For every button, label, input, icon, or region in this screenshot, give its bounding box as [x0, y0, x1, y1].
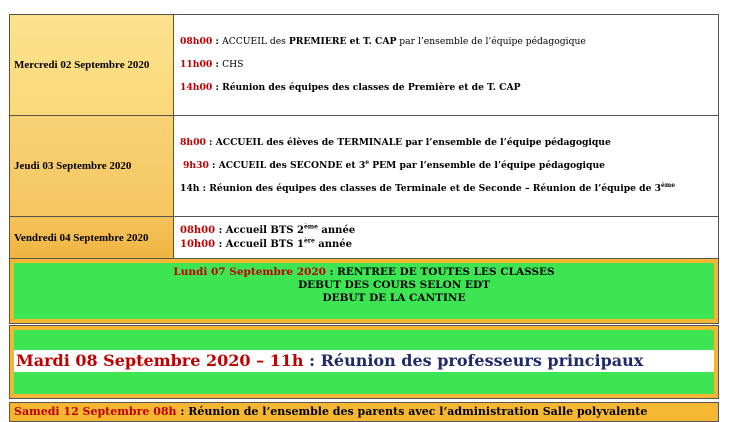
event-text: année [314, 239, 352, 250]
tuesday-text: Réunion des professeurs principaux [320, 351, 644, 370]
monday-sep: : [325, 266, 338, 278]
monday-text: RENTREE DE TOUTES LES CLASSES [337, 266, 555, 278]
events-cell [174, 116, 719, 217]
monday-line: DEBUT DE LA CANTINE [322, 292, 466, 304]
event-sup: ème [661, 181, 676, 189]
day-cell: Vendredi 04 Septembre 2020 [10, 217, 174, 260]
event-sep: : [212, 59, 223, 70]
saturday-date: Samedi 12 Septembre 08h [14, 405, 177, 418]
event-line [180, 183, 712, 195]
event-text-bold: ACCUEIL des élèves de TERMINALE par l’ensemble de l’équipe pédagogique [215, 137, 611, 148]
event-text-bold: ACCUEIL des SECONDE et 3 [218, 160, 366, 171]
event-time: 8h00 [180, 137, 206, 148]
event-sep: : [205, 137, 216, 148]
event-line [180, 160, 712, 172]
tuesday-strip [14, 350, 714, 372]
event-line [180, 225, 712, 237]
tuesday-banner-inner [14, 330, 714, 394]
event-sep: : [199, 183, 210, 194]
schedule-table [9, 14, 719, 260]
event-text: année [317, 225, 356, 236]
event-time: 08h00 [180, 225, 216, 236]
table-row [10, 15, 719, 116]
event-line [180, 239, 712, 251]
tuesday-banner [9, 325, 719, 399]
event-line [180, 137, 712, 149]
event-sup: ère [303, 237, 315, 245]
event-text-bold: Réunion des équipes des classes de Première et de T. CAP [222, 82, 521, 93]
event-time: 9h30 [183, 160, 209, 171]
day-cell: Jeudi 03 Septembre 2020 [10, 116, 174, 217]
events-cell [174, 15, 719, 116]
saturday-sep: : [176, 405, 189, 418]
monday-banner-inner [14, 263, 714, 319]
day-cell: Mercredi 02 Septembre 2020 [10, 15, 174, 116]
monday-date: Lundi 07 Septembre 2020 [173, 266, 326, 278]
event-text-bold: PEM par l’ensemble de l’équipe pédagogique [369, 160, 605, 171]
event-sep: : [215, 225, 226, 236]
event-sep: : [215, 239, 226, 250]
schedule-sheet [9, 14, 719, 260]
event-line [180, 36, 712, 48]
event-time: 10h00 [180, 239, 216, 250]
event-time: 08h00 [180, 36, 213, 47]
event-text-bold: Réunion des équipes des classes de Terminale et de Seconde – Réunion de l’équipe de 3 [209, 183, 662, 194]
event-sup: ème [303, 223, 318, 231]
event-sep: : [212, 82, 223, 93]
saturday-text: Réunion de l’ensemble des parents avec l’administration Salle polyvalente [188, 405, 648, 418]
event-time: 14h00 [180, 82, 213, 93]
event-text-bold: Accueil BTS 2 [225, 225, 304, 236]
table-row [10, 116, 719, 217]
saturday-banner [9, 402, 719, 422]
monday-line [14, 266, 714, 279]
event-sep: : [212, 36, 223, 47]
event-text: ACCUEIL des [222, 36, 289, 47]
tuesday-date: Mardi 08 Septembre 2020 – 11h [16, 351, 304, 370]
event-text: CHS [222, 59, 244, 70]
events-cell [174, 217, 719, 260]
table-row [10, 217, 719, 260]
event-line [180, 59, 712, 71]
event-text-bold: PREMIERE et T. CAP [288, 36, 397, 47]
event-text: par l’ensemble de l’équipe pédagogique [396, 36, 586, 47]
event-time: 11h00 [180, 59, 213, 70]
event-sup: e [365, 158, 370, 166]
monday-banner [9, 258, 719, 324]
event-line [180, 82, 712, 94]
monday-line: DEBUT DES COURS SELON EDT [298, 279, 490, 291]
tuesday-sep: : [303, 351, 321, 370]
event-time: 14h [180, 183, 200, 194]
event-sep: : [208, 160, 219, 171]
event-text-bold: Accueil BTS 1 [225, 239, 304, 250]
